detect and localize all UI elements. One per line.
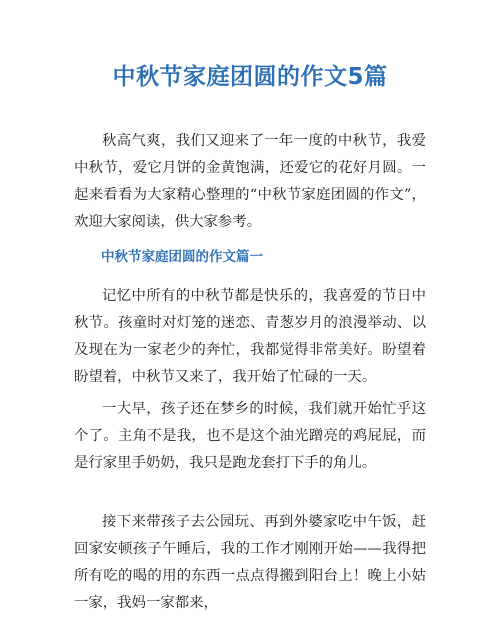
- body-paragraph: 接下来带孩子去公园玩、再到外婆家吃中午饭，赶回家安顿孩子午睡后，我的工作才刚刚开始——我得把所有吃的喝的用的东西一点点得搬到阳台上！晚上小姑一家，我妈一家都来，: [74, 514, 426, 611]
- intro-paragraph: 秋高气爽，我们又迎来了一年一度的中秋节，我爱中秋节，爱它月饼的金黄饱满，还爱它的花好月圆。一起来看看为大家精心整理的“中秋节家庭团圆的作文”，欢迎大家阅读，供大家参考。: [74, 133, 426, 230]
- section-heading: 中秋节家庭团圆的作文篇一: [101, 249, 263, 265]
- body-paragraph: 一大早，孩子还在梦乡的时候，我们就开始忙乎这个了。主角不是我，也不是这个油光蹭亮的鸡屁屁，而是行家里手奶奶，我只是跑龙套打下手的角儿。: [74, 401, 426, 471]
- body-paragraph: 记忆中所有的中秋节都是快乐的，我喜爱的节日中秋节。孩童时对灯笼的迷恋、青葱岁月的浪漫举动、以及现在为一家老少的奔忙，我都觉得非常美好。盼望着盼望着，中秋节又来了，我开始了忙碌的一天。: [74, 288, 426, 385]
- document-title: 中秋节家庭团圆的作文5篇: [112, 64, 388, 90]
